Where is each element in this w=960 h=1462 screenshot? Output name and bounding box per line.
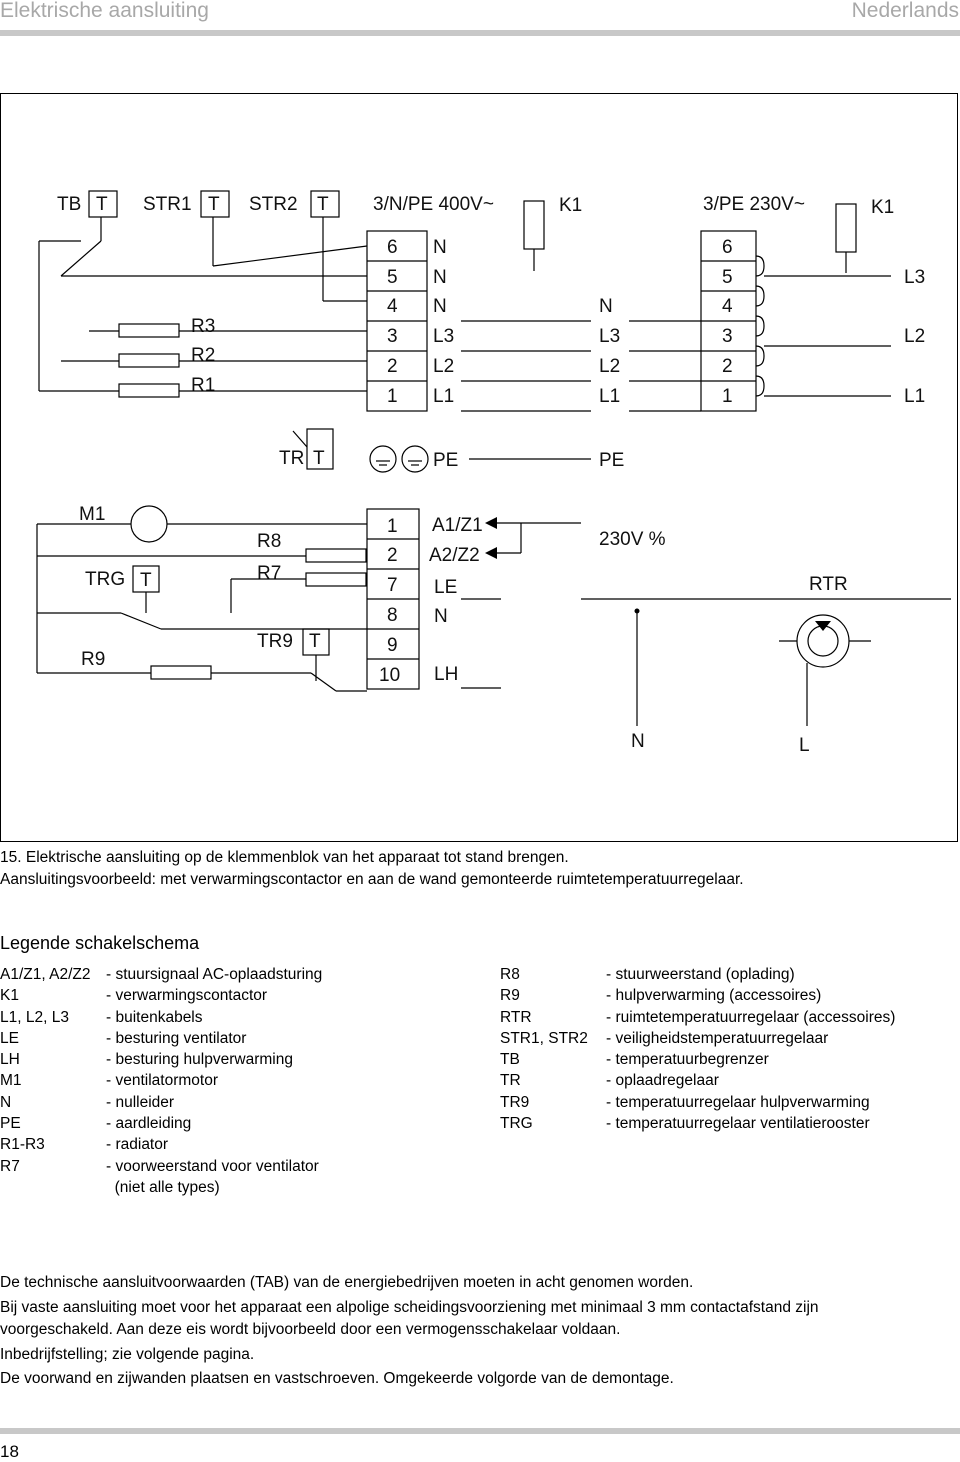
resistor-r2 — [119, 354, 179, 367]
label-str2: STR2 — [249, 194, 298, 215]
legend-row: (niet alle types) — [106, 1178, 220, 1196]
label-t-str1: T — [208, 194, 220, 215]
resistor-r8 — [306, 549, 366, 562]
terminal-block-a — [367, 231, 427, 411]
terminal-c-n: N — [434, 606, 448, 627]
label-k1-right: K1 — [871, 197, 895, 218]
ground-icon — [402, 446, 428, 472]
terminal-c-a2z2: A2/Z2 — [429, 545, 480, 566]
page-number: 18 — [0, 1442, 19, 1461]
top-labels — [57, 194, 894, 218]
label-supply-400v: 3/N/PE 400V~ — [373, 194, 494, 215]
legend-row: A1/Z1, A2/Z2 - stuursignaal AC-oplaadsturing — [0, 966, 323, 983]
legend-row: R7 - voorweerstand voor ventilator — [0, 1157, 319, 1175]
terminal-a-1-conn: L1 — [433, 386, 455, 407]
terminal-a-4: 4 — [387, 296, 398, 317]
wiring-schematic — [1, 94, 957, 841]
legend-row: TRG - temperatuurregelaar ventilatierooster — [500, 1115, 870, 1133]
legend-row: STR1, STR2 - veiligheidstemperatuurregelaar — [500, 1029, 829, 1047]
terminal-c-7: 7 — [387, 575, 398, 596]
mid-l2: L2 — [599, 356, 621, 377]
terminal-b-2: 2 — [722, 356, 733, 377]
terminal-a-3-conn: L3 — [433, 326, 455, 347]
legend-title: Legende schakelschema — [0, 933, 200, 953]
label-str1: STR1 — [143, 194, 192, 215]
line-l1: L1 — [904, 386, 926, 407]
legend-row: N - nulleider — [0, 1093, 175, 1111]
label-r9: R9 — [81, 649, 106, 670]
mid-l1: L1 — [599, 386, 621, 407]
terminal-b-5: 5 — [722, 267, 733, 288]
label-pe-1: PE — [433, 450, 459, 471]
label-n: N — [631, 731, 645, 752]
terminal-c-1: 1 — [387, 516, 398, 537]
page-header — [0, 0, 960, 40]
legend-row: R8 - stuurweerstand (oplading) — [500, 966, 795, 983]
terminal-c-9: 9 — [387, 635, 398, 656]
label-r7: R7 — [257, 563, 282, 584]
legend-row: LH - besturing hulpverwarming — [0, 1051, 293, 1069]
label-pe-2: PE — [599, 450, 625, 471]
resistor-r1 — [119, 384, 179, 397]
legend-right — [500, 964, 895, 1134]
line-l2: L2 — [904, 326, 926, 347]
terminal-b-4: 4 — [722, 296, 733, 317]
terminal-c-a1z1: A1/Z1 — [432, 515, 483, 536]
legend-row: K1 - verwarmingscontactor — [0, 987, 268, 1005]
label-tb: TB — [57, 194, 82, 215]
legend-row: R1-R3 - radiator — [0, 1136, 169, 1154]
mid-n: N — [599, 296, 613, 317]
legend-row: M1 - ventilatormotor — [0, 1072, 218, 1090]
terminal-a-3: 3 — [387, 326, 398, 347]
terminal-b-3: 3 — [722, 326, 733, 347]
fan-motor-m1 — [131, 506, 167, 542]
terminal-c-8: 8 — [387, 605, 398, 626]
note-fixed-connection-line1: Bij vaste aansluiting moet voor het apparaat een alpolige scheidingsvoorziening met minimaal 3 mm contactafstand zijn — [0, 1299, 819, 1316]
mid-l3: L3 — [599, 326, 621, 347]
terminal-c-2: 2 — [387, 545, 398, 566]
legend-row: TR - oplaadregelaar — [500, 1072, 719, 1090]
label-r8: R8 — [257, 531, 282, 552]
terminal-a-6: 6 — [387, 237, 398, 258]
note-commissioning: Inbedrijfstelling; zie volgende pagina. — [0, 1346, 255, 1363]
label-t-trg: T — [140, 570, 152, 591]
terminal-c-10: 10 — [379, 665, 401, 686]
resistor-r3 — [119, 324, 179, 337]
control-voltage: 230V % — [599, 529, 666, 550]
label-r1: R1 — [191, 375, 216, 396]
note-mounting: De voorwand en zijwanden plaatsen en vastschroeven. Omgekeerde volgorde van de demontage. — [0, 1370, 674, 1387]
label-t-tb: T — [96, 194, 108, 215]
resistor-r9 — [151, 666, 211, 679]
label-t-tr: T — [313, 448, 325, 469]
terminal-a-5: 5 — [387, 267, 398, 288]
legend-row: L1, L2, L3 - buitenkabels — [0, 1008, 203, 1026]
note-tab: De technische aansluitvoorwaarden (TAB) van de energiebedrijven moeten in acht genomen worden. — [0, 1274, 694, 1291]
legend-row: TR9 - temperatuurregelaar hulpverwarming — [500, 1093, 870, 1111]
label-k1-left: K1 — [559, 195, 583, 216]
terminal-c-le: LE — [434, 577, 458, 598]
label-r2: R2 — [191, 345, 216, 366]
label-r3: R3 — [191, 316, 216, 337]
terminal-a-2-conn: L2 — [433, 356, 455, 377]
terminal-a-5-conn: N — [433, 267, 447, 288]
label-tr9: TR9 — [257, 631, 293, 652]
line-l3: L3 — [904, 267, 926, 288]
legend-row: TB - temperatuurbegrenzer — [500, 1051, 769, 1069]
note-fixed-connection-line2: voorgeschakeld. Aan deze eis wordt bijvoorbeeld door een vermogensschakelaar voldaan. — [0, 1321, 621, 1338]
label-tr: TR — [279, 448, 305, 469]
terminal-b-6: 6 — [722, 237, 733, 258]
terminal-a-2: 2 — [387, 356, 398, 377]
legend-row: PE - aardleiding — [0, 1115, 192, 1133]
language-label: Nederlands — [851, 0, 959, 22]
label-supply-230v: 3/PE 230V~ — [703, 194, 805, 215]
terminal-a-1: 1 — [387, 386, 398, 407]
terminal-c-lh: LH — [434, 664, 459, 685]
label-rtr: RTR — [809, 574, 848, 595]
relay-coil-k1-left — [524, 201, 544, 249]
section-title: Elektrische aansluiting — [0, 0, 209, 22]
legend-left — [0, 964, 322, 1198]
terminal-block-b — [701, 231, 756, 411]
figure-caption-line2: Aansluitingsvoorbeeld: met verwarmingscontactor en aan de wand gemonteerde ruimtetemperatuurregelaar. — [0, 871, 744, 888]
label-l: L — [799, 735, 810, 756]
terminal-a-4-conn: N — [433, 296, 447, 317]
header-rule — [0, 30, 960, 36]
resistor-r7 — [306, 573, 366, 586]
label-t-str2: T — [317, 194, 329, 215]
footer-rule — [0, 1428, 960, 1434]
terminal-b-1: 1 — [722, 386, 733, 407]
label-t-tr9: T — [309, 631, 321, 652]
legend-row: R9 - hulpverwarming (accessoires) — [500, 987, 822, 1005]
legend-row: LE - besturing ventilator — [0, 1029, 247, 1047]
wiring-diagram — [0, 93, 958, 842]
terminal-a-6-conn: N — [433, 237, 447, 258]
relay-coil-k1-right — [836, 204, 856, 252]
label-trg: TRG — [85, 569, 126, 590]
ground-icon — [370, 446, 396, 472]
figure-caption-line1: 15. Elektrische aansluiting op de klemmenblok van het apparaat tot stand brengen. — [0, 849, 569, 866]
legend-row: RTR - ruimtetemperatuurregelaar (accessoires) — [500, 1008, 896, 1026]
label-m1: M1 — [79, 504, 106, 525]
